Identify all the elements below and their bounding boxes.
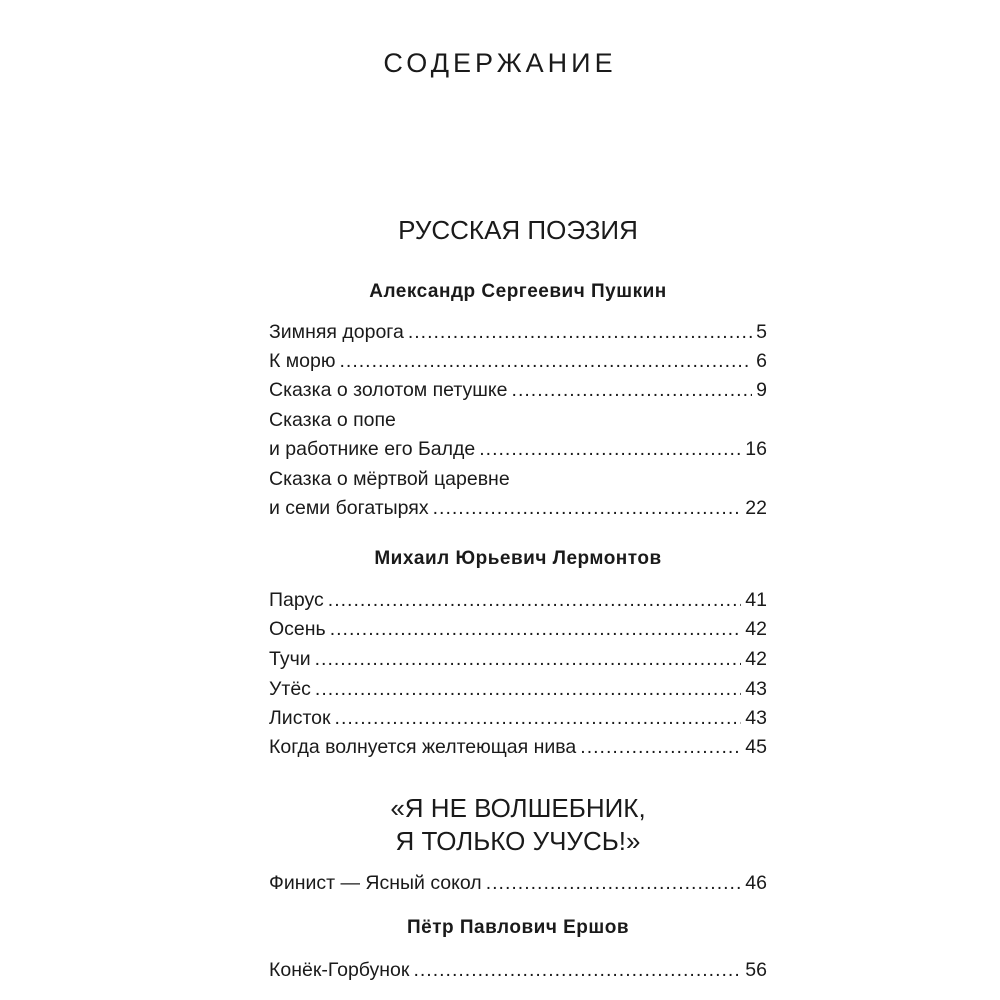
author-heading: Пётр Павлович Ершов <box>406 917 630 938</box>
toc-leader-dots <box>479 435 741 464</box>
toc-leader-dots <box>330 615 742 644</box>
toc-entry-title: Когда волнуется желтеющая нива <box>269 736 577 758</box>
page-title: СОДЕРЖАНИЕ <box>383 48 617 78</box>
toc-page-number: 42 <box>745 648 767 670</box>
toc-leader-dots <box>335 704 742 733</box>
toc-entry-title: Листок <box>269 707 331 729</box>
toc-page-number: 5 <box>756 321 767 343</box>
toc-entry[interactable] <box>269 675 767 704</box>
toc-entry-title: Парус <box>269 589 324 611</box>
toc-entry[interactable] <box>269 347 767 376</box>
toc-entry-title: Сказка о попе <box>269 409 396 431</box>
toc-page-number: 16 <box>745 438 767 460</box>
toc-entry-title: К морю <box>269 350 336 372</box>
toc-leader-dots <box>512 376 753 405</box>
toc-entry[interactable] <box>269 956 767 985</box>
section-title-line: РУССКАЯ ПОЭЗИЯ <box>398 215 638 245</box>
toc-leader-dots <box>433 494 742 523</box>
toc-leader-dots <box>413 956 741 985</box>
toc-leader-dots <box>328 586 742 615</box>
toc-entry-title: и семи богатырях <box>269 497 429 519</box>
author-heading: Михаил Юрьевич Лермонтов <box>374 548 662 569</box>
toc-leader-dots <box>315 675 741 704</box>
toc-entry-title: Утёс <box>269 678 311 700</box>
toc-page-number: 41 <box>745 589 767 611</box>
toc-page-number: 45 <box>745 736 767 758</box>
section-title-line: Я ТОЛЬКО УЧУСЬ!» <box>395 826 641 856</box>
toc-page-number: 22 <box>745 497 767 519</box>
toc-entry[interactable] <box>269 615 767 644</box>
toc-entry[interactable] <box>269 318 767 347</box>
toc-entry-title: Конёк-Горбунок <box>269 959 410 981</box>
toc-leader-dots <box>340 347 753 376</box>
toc-entry-title: Финист — Ясный сокол <box>269 872 482 894</box>
toc-entry-title: Тучи <box>269 648 311 670</box>
toc-entry[interactable] <box>269 645 767 674</box>
toc-entry[interactable] <box>269 733 767 762</box>
toc-entry[interactable] <box>269 406 767 464</box>
toc-page-number: 43 <box>745 678 767 700</box>
toc-page-number: 46 <box>745 872 767 894</box>
toc-entry-title: Зимняя дорога <box>269 321 404 343</box>
toc-entry[interactable] <box>269 704 767 733</box>
toc-entry[interactable] <box>269 586 767 615</box>
toc-leader-dots <box>486 869 742 898</box>
toc-entry-title: Сказка о мёртвой царевне <box>269 468 510 490</box>
toc-entry-title: Сказка о золотом петушке <box>269 379 508 401</box>
toc-page-number: 56 <box>745 959 767 981</box>
section-title <box>0 792 1000 858</box>
toc-entry[interactable] <box>269 376 767 405</box>
author-heading: Александр Сергеевич Пушкин <box>369 281 667 302</box>
toc-leader-dots <box>580 733 741 762</box>
toc-entry-title: и работнике его Балде <box>269 438 476 460</box>
toc-entry[interactable] <box>269 465 767 523</box>
toc-page-number: 43 <box>745 707 767 729</box>
section-title-line: «Я НЕ ВОЛШЕБНИК, <box>390 793 646 823</box>
toc-page-number: 9 <box>756 379 767 401</box>
toc-leader-dots <box>408 318 752 347</box>
toc-entry[interactable] <box>269 869 767 898</box>
toc-page-number: 6 <box>756 350 767 372</box>
section-title <box>0 214 1000 247</box>
toc-entry-title: Осень <box>269 618 326 640</box>
toc-page-number: 42 <box>745 618 767 640</box>
toc-leader-dots <box>315 645 742 674</box>
